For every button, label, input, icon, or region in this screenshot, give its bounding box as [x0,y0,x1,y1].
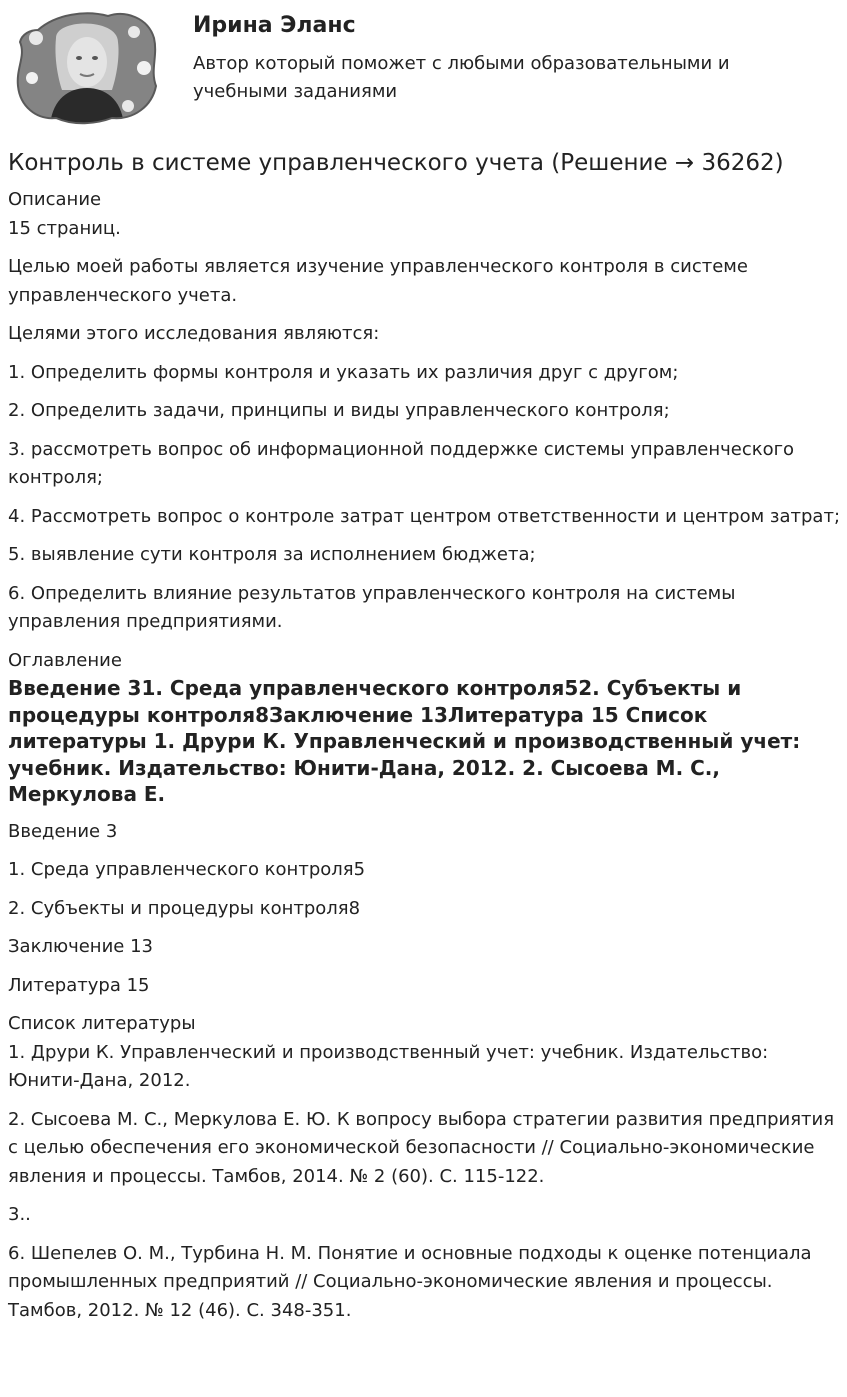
toc-item: Литература 15 [8,974,150,996]
main-content [8,186,840,1335]
toc-summary: Введение 31. Среда управленческого контроля52. Субъекты и процедуры контроля8Заключение 13Литература 15 Список литературы 1. Друри К. Управленческий и производственный учет: учебник. Издательство: Юнити-Дана, 2012. 2. Сысоева М. С., Меркулова Е. [8,676,801,806]
objective-item: 6. Определить влияние результатов управленческого контроля на системы управления предприятиями. [8,582,736,632]
author-name[interactable]: Ирина Эланс [193,13,356,38]
references-label: Список литературы [8,1013,196,1034]
author-header [8,0,839,140]
objectives-intro: Целями этого исследования являются: [8,323,380,344]
toc-item: 1. Среда управленческого контроля5 [8,859,366,880]
goal-text: Целью моей работы является изучение управленческого контроля в системе управленческого учета. [8,256,748,306]
toc-label: Оглавление [8,649,122,671]
objective-item: 1. Определить формы контроля и указать их различия друг с другом; [8,361,679,383]
author-description: Автор который поможет с любыми образовательными и учебными заданиями [193,53,730,102]
objective-item: 2. Определить задачи, принципы и виды управленческого контроля; [8,400,670,421]
toc-item: Заключение 13 [8,936,153,957]
page-title: Контроль в системе управленческого учета (Решение → 36262) [8,150,784,176]
page-count: 15 страниц. [8,217,121,239]
reference-item: 3.. [8,1204,31,1225]
objective-item: 5. выявление сути контроля за исполнением бюджета; [8,544,536,565]
reference-item: 2. Сысоева М. С., Меркулова Е. Ю. К вопросу выбора стратегии развития предприятия с целью обеспечения его экономической безопасности // Социально-экономические явления и процессы. Тамбов, 2014. № 2 (60). С. 115-122. [8,1108,835,1187]
toc-item: Введение 3 [8,820,118,842]
objective-item: 3. рассмотреть вопрос об информационной поддержке системы управленческого контроля; [8,438,795,488]
reference-item: 6. Шепелев О. М., Турбина Н. М. Понятие и основные подходы к оценке потенциала промышленных предприятий // Социально-экономические явления и процессы. Тамбов, 2012. № 12 (46). С. 348-351. [8,1242,812,1321]
objective-item: 4. Рассмотреть вопрос о контроле затрат центром ответственности и центром затрат; [8,505,841,527]
reference-item: 1. Друри К. Управленческий и производственный учет: учебник. Издательство: Юнити-Дана, 2012. [8,1041,769,1091]
author-avatar[interactable] [16,8,158,126]
toc-item: 2. Субъекты и процедуры контроля8 [8,897,361,919]
description-label: Описание [8,189,102,210]
